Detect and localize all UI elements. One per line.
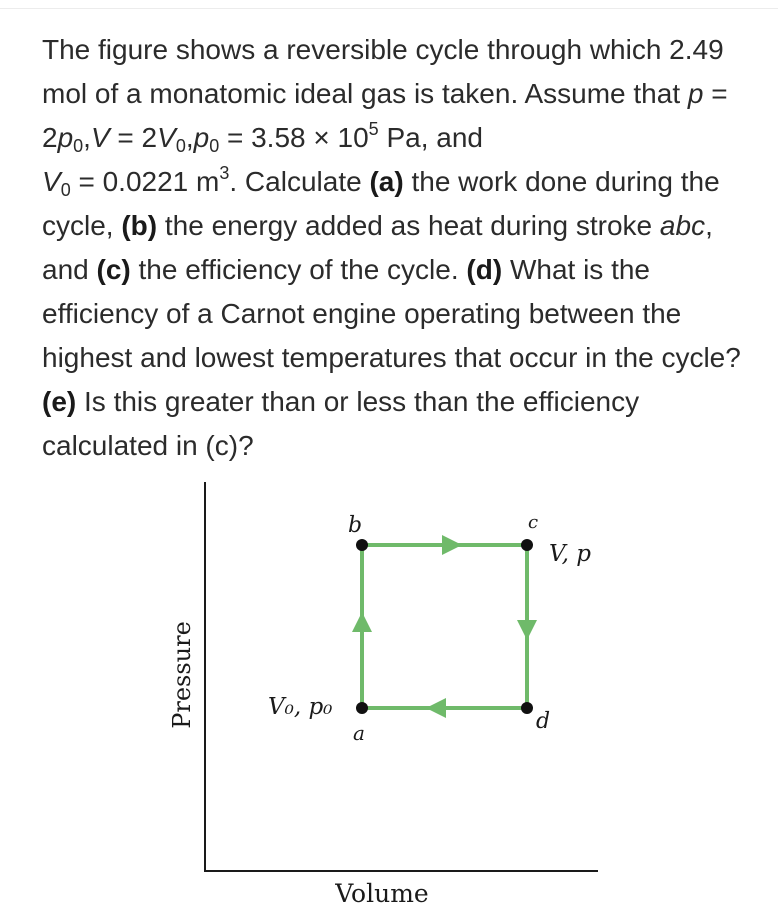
point-d <box>521 702 533 714</box>
problem-text: The figure shows a reversible cycle through which 2.49 mol of a monatomic ideal gas is taken. Assume that $p = 2p_0,V = 2V_0,p_0 = 3.58 \times 10^5$ Pa, and $V_0 = 0.0221$ $m^3$. Calculate (a) the work done during the cycle, (b) the energy added as heat during stroke abc, and (c) the efficiency of the cycle. (d) What is the efficiency of a Carnot engine operating between the highest and lowest temperatures that occur in the cycle? (e) Is this greater than or less than the efficiency calculated in (c)? <box>42 34 741 461</box>
y-axis-label: Pressure <box>168 621 196 729</box>
point-c <box>521 539 533 551</box>
state-c-values: V, p <box>549 541 591 567</box>
point-b-label: b <box>348 513 363 538</box>
arrow-up-icon <box>352 612 372 632</box>
point-b <box>356 539 368 551</box>
arrow-down-icon <box>517 620 537 640</box>
top-divider <box>0 8 778 9</box>
cycle-path <box>362 545 527 708</box>
point-c-label: c <box>528 512 539 533</box>
state-a-values: V₀, p₀ <box>268 694 333 720</box>
point-d-label: d <box>536 709 551 734</box>
point-a-label: a <box>353 721 365 745</box>
arrow-left-icon <box>426 698 446 718</box>
arrow-right-icon <box>442 535 462 555</box>
point-a <box>356 702 368 714</box>
pv-cycle-diagram <box>0 470 778 922</box>
x-axis-label: Volume <box>335 879 429 908</box>
